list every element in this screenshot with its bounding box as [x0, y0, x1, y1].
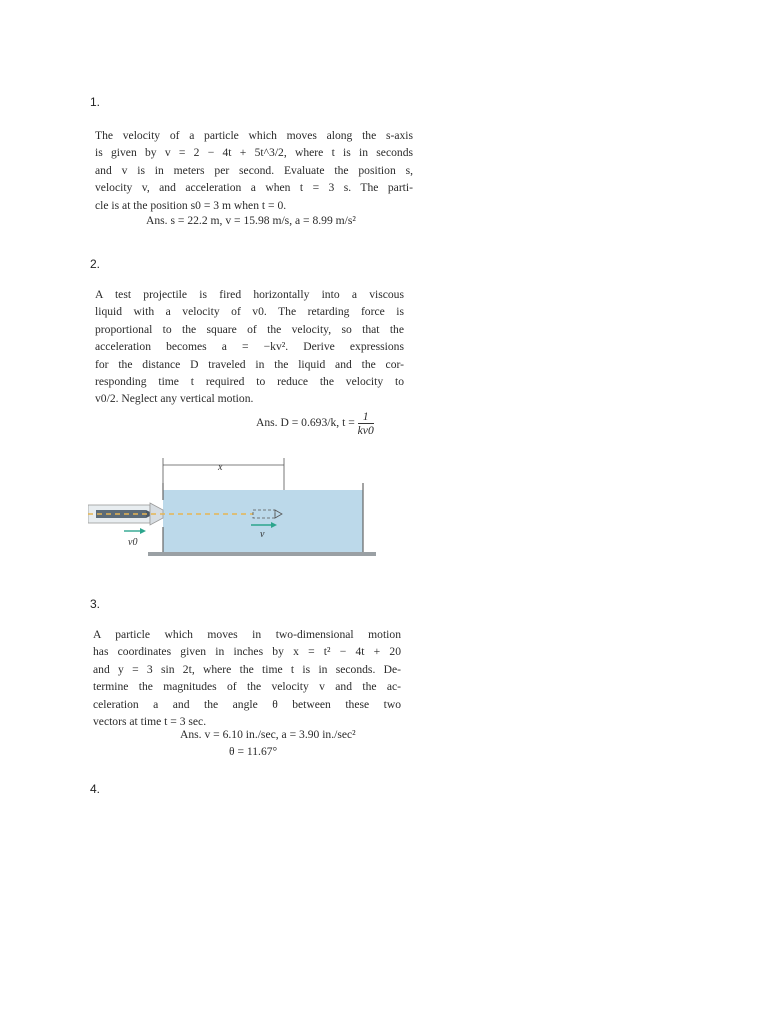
projectile-tank-figure — [88, 455, 388, 573]
projectile-body — [96, 510, 146, 518]
problem-number-2: 2. — [90, 257, 101, 271]
problem-2-line: A test projectile is fired horizontally into a viscous — [95, 288, 404, 301]
problem-2-text — [95, 286, 404, 408]
label-x: x — [218, 462, 223, 473]
fraction-denominator: kv0 — [357, 424, 374, 437]
problem-3-line: and y = 3 sin 2t, where the time t is in seconds. De- — [93, 662, 401, 676]
problem-1-line: The velocity of a particle which moves along the s-axis — [95, 129, 413, 142]
problem-1-line: cle is at the position s0 = 3 m when t = 0. — [95, 198, 287, 212]
problem-2-answer — [256, 410, 374, 437]
problem-3-line: termine the magnitudes of the velocity v and the ac- — [93, 680, 401, 694]
problem-3-line: has coordinates given in inches by x = t² − 4t + 20 — [93, 645, 401, 659]
problem-number-4: 4. — [90, 782, 101, 796]
problem-2-line: v0/2. Neglect any vertical motion. — [95, 392, 254, 406]
problem-2-line: proportional to the square of the velocity, so that the — [95, 322, 404, 336]
problem-2-answer-text: Ans. D = 0.693/k, t = — [256, 416, 355, 430]
problem-2-line: liquid with a velocity of v0. The retarding force is — [95, 305, 404, 319]
problem-2-line: responding time t required to reduce the velocity to — [95, 375, 404, 389]
problem-2-line: for the distance D traveled in the liquid and the cor- — [95, 357, 404, 371]
problem-number-3: 3. — [90, 597, 101, 611]
label-v: v — [260, 529, 265, 540]
problem-1-line: is given by v = 2 − 4t + 5t^3/2, where t is in seconds — [95, 146, 413, 160]
problem-1-answer: Ans. s = 22.2 m, v = 15.98 m/s, a = 8.99 m/s² — [146, 214, 356, 227]
problem-number-1: 1. — [90, 95, 101, 109]
liquid — [163, 490, 363, 552]
problem-3-answer: Ans. v = 6.10 in./sec, a = 3.90 in./sec² — [180, 728, 356, 741]
problem-3-line: vectors at time t = 3 sec. — [93, 715, 207, 729]
problem-3-line: A particle which moves in two-dimensional motion — [93, 628, 401, 641]
problem-3-line: celeration a and the angle θ between these two — [93, 697, 401, 711]
problem-3-text — [93, 626, 401, 730]
problem-1-line: velocity v, and acceleration a when t = 3 s. The parti- — [95, 181, 413, 195]
problem-2-answer-fraction — [358, 410, 374, 437]
problem-3-answer-angle: θ = 11.67° — [229, 745, 278, 758]
tank-floor — [148, 552, 376, 556]
velocity-arrowhead-v0 — [140, 528, 146, 534]
label-v0: v0 — [128, 537, 138, 548]
fraction-numerator: 1 — [358, 410, 374, 424]
problem-1-line: and v is in meters per second. Evaluate the position s, — [95, 163, 413, 177]
problem-1-text — [95, 127, 413, 214]
problem-2-line: acceleration becomes a = −kv². Derive expressions — [95, 340, 404, 354]
